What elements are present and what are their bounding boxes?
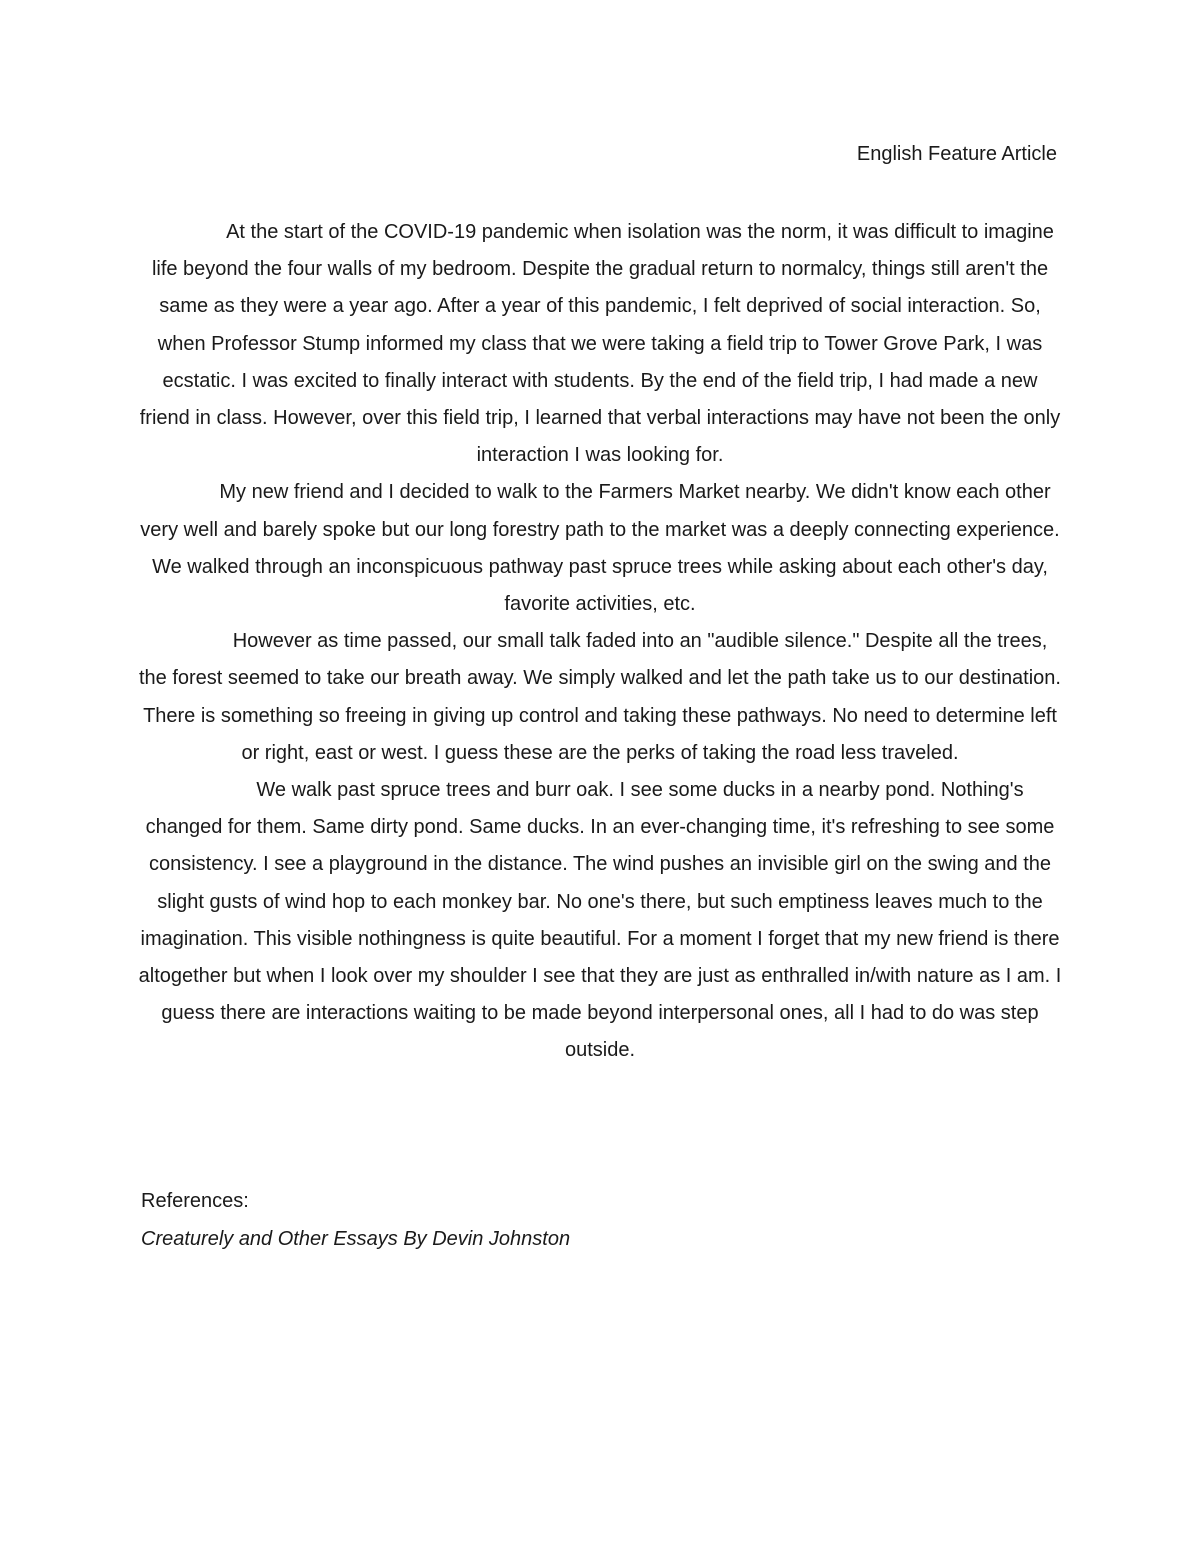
- reference-citation: Creaturely and Other Essays By Devin Johnston: [141, 1228, 571, 1250]
- paragraph-3: [138, 623, 1062, 772]
- references-section: [141, 1182, 570, 1258]
- article-body: [138, 214, 1062, 1070]
- paragraph-3-text: However as time passed, our small talk faded into an "audible silence." Despite all the trees, the forest seemed to take our breath away. We simply walked and let the path take us to our destination. There is something so freeing in giving up control and taking these pathways. No need to determine left or right, east or west. I guess these are the perks of taking the road less traveled.: [138, 630, 1061, 764]
- paragraph-1: [138, 214, 1062, 474]
- paragraph-2-text: My new friend and I decided to walk to the Farmers Market nearby. We didn't know each other very well and barely spoke but our long forestry path to the market was a deeply connecting experience. We walked through an inconspicuous pathway past spruce trees while asking about each other's day, favorite activities, etc.: [140, 481, 1060, 616]
- paragraph-4-text: We walk past spruce trees and burr oak. I see some ducks in a nearby pond. Nothing's changed for them. Same dirty pond. Same ducks. In an ever-changing time, it's refreshing to see some consistency. I see a playground in the distance. The wind pushes an invisible girl on the swing and the slight gusts of wind hop to each monkey bar. No one's there, but such emptiness leaves much to the imagination. This visible nothingness is quite beautiful. For a moment I forget that my new friend is there altogether but when I look over my shoulder I see that they are just as enthralled in/with nature as I am. I guess there are interactions waiting to be made beyond interpersonal ones, all I had to do was step outside.: [138, 779, 1062, 1062]
- paragraph-4: [138, 772, 1062, 1070]
- references-label: References:: [141, 1190, 249, 1212]
- paragraph-1-text: At the start of the COVID-19 pandemic when isolation was the norm, it was difficult to imagine life beyond the four walls of my bedroom. Despite the gradual return to normalcy, things still aren't the same as they were a year ago. After a year of this pandemic, I felt deprived of social interaction. So, when Professor Stump informed my class that we were taking a field trip to Tower Grove Park, I was ecstatic. I was excited to finally interact with students. By the end of the field trip, I had made a new friend in class. However, over this field trip, I learned that verbal interactions may have not been the only interaction I was looking for.: [139, 221, 1061, 467]
- document-header: English Feature Article: [856, 143, 1057, 165]
- paragraph-2: [138, 474, 1062, 623]
